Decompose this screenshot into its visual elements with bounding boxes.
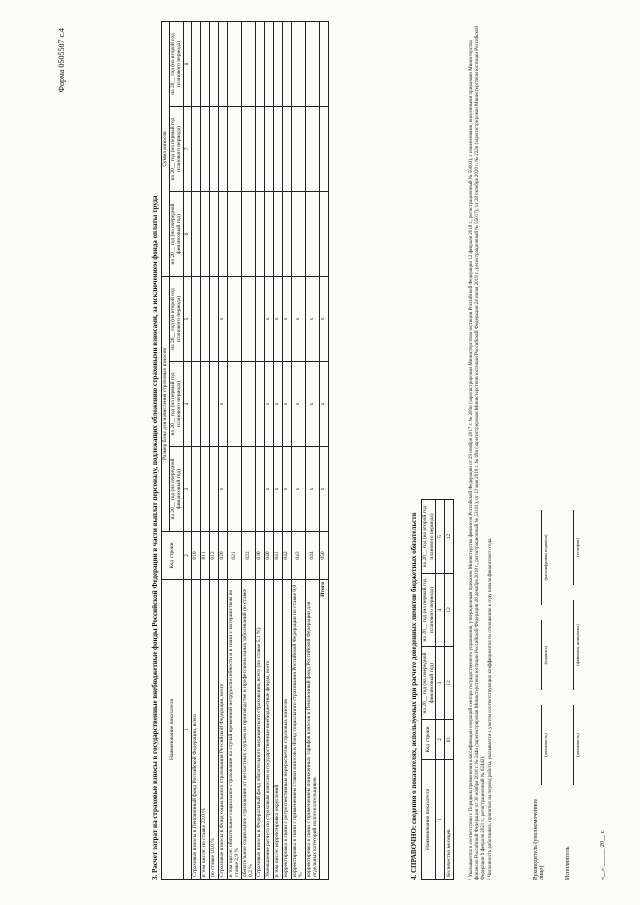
reference-table: [421, 499, 454, 880]
row-value: [255, 21, 264, 106]
row-value: x: [282, 447, 291, 532]
total-row: [319, 21, 328, 879]
position-line: [541, 705, 542, 785]
table-row: [218, 21, 227, 879]
row-code: 020: [218, 532, 227, 580]
col-header-base: Размер базы для начисления страховых взносов: [162, 276, 170, 531]
col-header-base-y1: на 20__ год (на очередной финансовый год): [169, 447, 183, 532]
row-value: x: [264, 362, 273, 447]
row-value: [264, 106, 273, 191]
footnotes: [469, 24, 495, 880]
col-header-sum-y1: на 20__ год (на очередной финансовый год): [169, 191, 183, 276]
row-value: x: [273, 276, 282, 361]
row-value: [200, 21, 209, 106]
executor-label: Исполнитель: [565, 846, 571, 880]
row-value: 12: [445, 500, 454, 574]
col-header-code: Код строки: [162, 532, 184, 580]
row-value: [227, 447, 241, 532]
col-num: 7: [183, 106, 191, 191]
row-indicator: в том числе: корректировка округлений: [273, 580, 282, 880]
row-value: [273, 21, 282, 106]
row-code: 011: [200, 532, 209, 580]
col-num: 3: [436, 647, 445, 720]
row-indicator: обязательное социальное страхование от несчастных случаев на производстве и профессиональных заболеваний по ставке 0,2 %: [241, 580, 255, 880]
row-value: [209, 447, 218, 532]
date-line: «__» ______ 20__ г.: [600, 830, 606, 880]
row-value: [255, 276, 264, 361]
total-value: x: [319, 362, 328, 447]
col-num: 8: [183, 21, 191, 106]
ref-column-number-row: [436, 500, 445, 880]
row-value: x: [273, 447, 282, 532]
row-value: x: [218, 447, 227, 532]
table-row: [445, 500, 454, 880]
row-value: x: [291, 362, 305, 447]
col-num: 5: [183, 276, 191, 361]
row-code: 021: [227, 532, 241, 580]
section4-title: 4. СПРАВОЧНО: сведения о показателях, используемых при расчете доведенных лимитов бюджетных обязательств: [410, 512, 418, 880]
row-value: [241, 191, 255, 276]
row-indicator: корректировка в связи с применением пониженных тарифов взносов в Пенсионный фонд Российской Федерации для отдельных категорий налогоплательщиков: [305, 580, 319, 880]
row-value: x: [273, 362, 282, 447]
ref-col-header-indicator: Наименование показателя: [422, 760, 436, 880]
position-caption: (должность): [543, 733, 548, 757]
row-code: 042: [282, 532, 291, 580]
reference-table-body: [445, 500, 454, 880]
row-value: [209, 362, 218, 447]
row-value: [218, 106, 227, 191]
row-value: x: [305, 276, 319, 361]
row-value: [282, 191, 291, 276]
row-value: x: [218, 362, 227, 447]
row-value: 12: [445, 574, 454, 647]
footnote: ² Численность работников, принятых на период работы, указывается с учетом соответствующих коэффициентов по отношению к году начала финансового года.: [488, 537, 493, 880]
row-code: 010: [191, 532, 200, 580]
decoding-caption: (расшифровка подписи): [543, 534, 548, 581]
row-indicator: Страховые взносы в Фонд социального страхования Российской Федерации, всего: [218, 580, 227, 880]
col-num: 3: [183, 447, 191, 532]
row-value: [227, 191, 241, 276]
col-header-base-y2: на 20__ год (на первый год планового периода): [169, 362, 183, 447]
row-value: [255, 362, 264, 447]
row-value: [218, 21, 227, 106]
row-value: [191, 21, 200, 106]
row-value: [227, 276, 241, 361]
table-row: [255, 21, 264, 879]
row-value: x: [305, 362, 319, 447]
column-number-row: [183, 21, 191, 879]
col-num: 6: [183, 191, 191, 276]
row-value: [191, 106, 200, 191]
row-value: [241, 276, 255, 361]
phone-line: [573, 510, 574, 585]
row-value: [264, 191, 273, 276]
total-value: x: [319, 276, 328, 361]
col-num: 2: [436, 720, 445, 760]
row-value: x: [305, 447, 319, 532]
col-header-sum-y3: на 20__ год (на второй год планового периода): [169, 21, 183, 106]
row-indicator: по ставке 10,0 %: [209, 580, 218, 880]
total-value: x: [319, 447, 328, 532]
fio-caption: (фамилия, инициалы): [575, 624, 580, 666]
row-value: [209, 21, 218, 106]
row-value: [200, 362, 209, 447]
total-value: [319, 106, 328, 191]
form-code: Форма 0505507 с.4: [57, 28, 66, 93]
ref-col-header-code: Код строки: [422, 720, 436, 760]
row-value: [241, 362, 255, 447]
row-value: x: [291, 447, 305, 532]
table-row: [273, 21, 282, 879]
row-code: 022: [241, 532, 255, 580]
row-value: [273, 191, 282, 276]
signature-line: [541, 620, 542, 690]
row-indicator: Страховые взносы в Пенсионный фонд Российской Федерации, всего: [191, 580, 200, 880]
row-value: [200, 276, 209, 361]
ref-col-header-y1: на 20__ год (на очередной финансовый год): [422, 647, 436, 720]
row-value: [305, 191, 319, 276]
row-value: x: [282, 362, 291, 447]
row-value: [264, 21, 273, 106]
row-value: [255, 106, 264, 191]
row-value: x: [264, 276, 273, 361]
row-code: 040: [264, 532, 273, 580]
col-num: 5: [436, 500, 445, 574]
row-value: [255, 447, 264, 532]
row-value: x: [291, 276, 305, 361]
table-row: [264, 21, 273, 879]
col-header-indicator: Наименование показателя: [162, 580, 184, 880]
row-indicator: корректировка в связи с применением ставки взносов в Фонд социального страхования Российской Федерации по ставке 0,0 %: [291, 580, 305, 880]
row-value: [200, 106, 209, 191]
row-code: 044: [305, 532, 319, 580]
table-row: [305, 21, 319, 879]
table-row: [291, 21, 305, 879]
ref-col-header-y2: на 20__ год (на первый год планового периода): [422, 574, 436, 647]
row-value: x: [264, 447, 273, 532]
row-value: 12: [445, 647, 454, 720]
total-label: Итого: [319, 580, 328, 880]
table-row: [227, 21, 241, 879]
row-value: [191, 447, 200, 532]
fio-line: [573, 600, 574, 690]
row-value: [191, 191, 200, 276]
expenses-table-body: [191, 21, 328, 879]
row-value: [191, 362, 200, 447]
row-value: [255, 191, 264, 276]
row-value: x: [282, 276, 291, 361]
row-value: x: [218, 276, 227, 361]
position-caption: (должность): [575, 733, 580, 757]
col-num: 2: [183, 532, 191, 580]
row-value: [305, 106, 319, 191]
phone-caption: (телефон): [575, 538, 580, 557]
col-num: 1: [436, 760, 445, 880]
col-num: 4: [436, 574, 445, 647]
row-value: [273, 106, 282, 191]
row-code: 030: [255, 532, 264, 580]
row-indicator: Страховые взносы в Федеральный фонд обязательного медицинского страхования, всего (по ставке 5,1 %): [255, 580, 264, 880]
table-row: [191, 21, 200, 879]
row-value: [241, 21, 255, 106]
section3-title: 3. Расчет затрат на страховые взносы в государственные внебюджетные фонды Российской Федерации в части выплат персоналу, подлежащих обложению страховыми взносами, за исключением фонда оплаты труда: [151, 195, 159, 880]
col-num: 4: [183, 362, 191, 447]
row-value: [209, 191, 218, 276]
ref-col-header-y3: на 20__ год (на второй год планового периода): [422, 500, 436, 574]
row-value: [209, 276, 218, 361]
table-row: [282, 21, 291, 879]
row-indicator: корректировка в связи с ретроспективным перерасчетом страховых взносов: [282, 580, 291, 880]
total-value: [319, 21, 328, 106]
table-row: [200, 21, 209, 879]
table-row: [209, 21, 218, 879]
row-value: [291, 191, 305, 276]
rotated-content: [55, 22, 615, 880]
row-value: [241, 106, 255, 191]
total-value: [319, 191, 328, 276]
position-line: [573, 705, 574, 785]
row-value: [241, 447, 255, 532]
row-value: [305, 21, 319, 106]
table-row: [241, 21, 255, 879]
row-value: [227, 21, 241, 106]
head-label: Руководитель (уполномоченное лицо): [533, 798, 545, 880]
total-code: 050: [319, 532, 328, 580]
row-value: [227, 362, 241, 447]
row-code: 012: [209, 532, 218, 580]
footnote: ¹ Указываются в соответствии с Порядком применения классификации операций сектора государственного управления, утвержденным приказом Министерства финансов Российской Федерации от 29 ноября 2017 г. № 209н (зарегистрирован Министерством юстиции Российской Федерации 12 февраля 2018 г., регистрационный № 50003), с изменениями, внесенными приказами Министерства финансов Российской Федерации от 30 ноября 2018 г. № 244н (зарегистрирован Министерством юстиции Российской Федерации 26 декабря 2018 г., регистрационный № 53161), от 13 мая 2019 г. № 69н (зарегистрирован Министерством юстиции Российской Федерации 24 июня 2019 г., регистрационный № 55017), от 28 октября 2020 г. № 222н (зарегистрирован Министерством юстиции Российской Федерации 9 февраля 2021 г., регистрационный № 62442).: [469, 26, 486, 880]
decoding-line: [541, 510, 542, 605]
row-indicator: в том числе: по ставке 22,0 %: [200, 580, 209, 880]
col-num: 1: [183, 580, 191, 880]
row-value: [200, 447, 209, 532]
col-header-sum-y2: на 20__ год (на первый год планового периода): [169, 106, 183, 191]
row-code: 043: [291, 532, 305, 580]
row-value: [209, 106, 218, 191]
row-indicator: Уменьшение расчета по страховым взносам в государственные внебюджетные фонды, всего: [264, 580, 273, 880]
row-value: [282, 106, 291, 191]
row-indicator: в том числе: обязательное социальное страхование на случай временной нетрудоспособности и в связи с материнством по ставке 2,9 %: [227, 580, 241, 880]
row-value: [291, 21, 305, 106]
row-value: [227, 106, 241, 191]
col-header-sum: Сумма взносов: [162, 21, 170, 276]
row-value: [218, 191, 227, 276]
page-frame: [55, 22, 615, 880]
row-value: [200, 191, 209, 276]
row-value: [282, 21, 291, 106]
row-value: [291, 106, 305, 191]
expenses-table: [161, 21, 329, 880]
signature-caption: (подпись): [543, 645, 548, 665]
row-indicator: Количество месяцев: [445, 760, 454, 880]
col-header-base-y3: на 20__ год (на второй год планового периода): [169, 276, 183, 361]
row-code: 041: [273, 532, 282, 580]
row-value: [191, 276, 200, 361]
row-code: 01: [445, 720, 454, 760]
